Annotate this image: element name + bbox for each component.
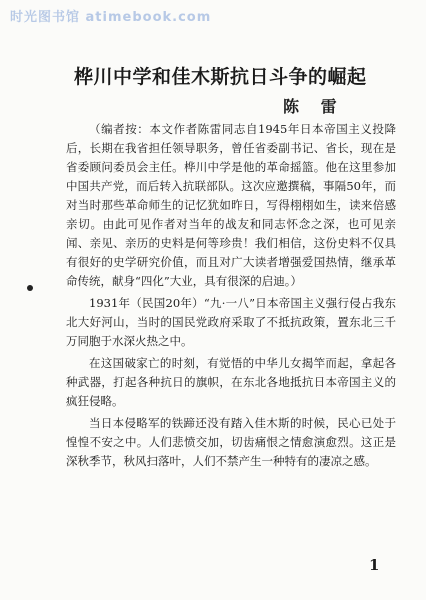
article-body xyxy=(66,120,396,474)
page-number: 1 xyxy=(369,556,380,574)
editor-note-paragraph: （编者按：本文作者陈雷同志自1945年日本帝国主义投降后，长期在我省担任领导职务，曾任省委副书记、省长，现在是省委顾问委员会主任。桦川中学是他的革命摇篮。他在这里参加中国共产党，而后转入抗联部队。这次应邀撰稿，事隔50年，而对当时那些革命师生的记忆犹如昨日，写得栩栩如生，读来倍感亲切。由此可见作者对当年的战友和同志怀念之深，也可见亲闻、亲见、亲历的史料是何等珍贵！我们相信，这份史料不仅具有很好的史学研究价值，而且对广大读者增强爱国热情，继承革命传统，献身“四化”大业，具有很深的启迪。） xyxy=(66,122,396,288)
body-paragraph: 在这国破家亡的时刻，有觉悟的中华儿女揭竿而起，拿起各种武器，打起各种抗日的旗帜，在东北各地抵抗日本帝国主义的疯狂侵略。 xyxy=(66,356,396,408)
binding-hole-mark xyxy=(27,285,33,291)
article-title: 桦川中学和佳木斯抗日斗争的崛起 xyxy=(74,66,367,88)
watermark: 时光图书馆 atimebook.com xyxy=(10,10,212,25)
article-author: 陈 雷 xyxy=(283,97,345,116)
body-paragraph: 当日本侵略军的铁蹄还没有踏入佳木斯的时候，民心已处于惶惶不安之中。人们悲愤交加，切齿痛恨之情愈演愈烈。这正是深秋季节，秋风扫落叶，人们不禁产生一种特有的凄凉之感。 xyxy=(66,416,396,468)
body-paragraph: 1931年（民国20年）“九·一八”日本帝国主义强行侵占我东北大好河山，当时的国民党政府采取了不抵抗政策，置东北三千万同胞于水深火热之中。 xyxy=(66,296,396,348)
